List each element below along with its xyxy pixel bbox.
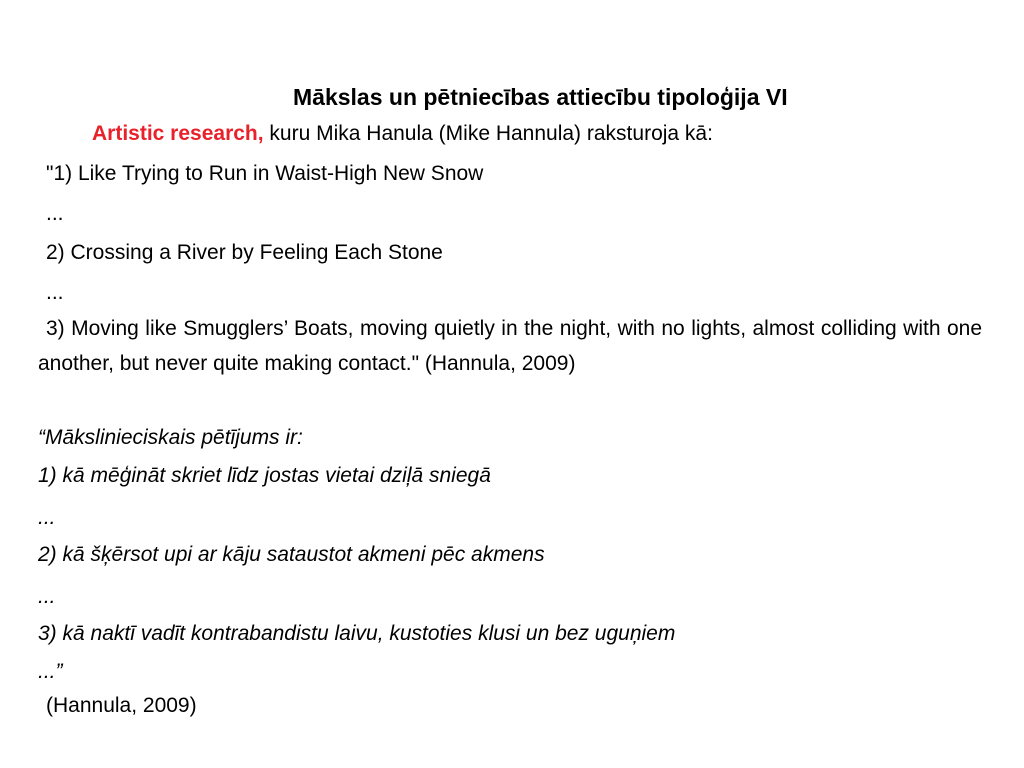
latvian-item-2: 2) kā šķērsot upi ar kāju sataustot akmeni pēc akmens: [38, 543, 545, 566]
latvian-item-3: 3) kā naktī vadīt kontrabandistu laivu, kustoties klusi un bez uguņiem: [38, 622, 676, 645]
latvian-ellipsis-end: ...”: [38, 660, 63, 683]
english-item-3: [38, 311, 982, 381]
english-item-2: 2) Crossing a River by Feeling Each Stone: [46, 241, 443, 264]
latvian-heading: “Mākslinieciskais pētījums ir:: [38, 426, 303, 449]
english-ellipsis-2: ...: [46, 281, 64, 304]
english-item-1: "1) Like Trying to Run in Waist-High New Snow: [46, 162, 484, 185]
intro-accent-text: Artistic research,: [92, 122, 264, 145]
citation: (Hannula, 2009): [46, 694, 197, 717]
english-item-3-text: 3) Moving like Smugglers’ Boats, moving quietly in the night, with no lights, almost colliding with one another, but never quite making contact." (Hannula, 2009): [38, 317, 982, 375]
latvian-item-1: 1) kā mēģināt skriet līdz jostas vietai dziļā sniegā: [38, 464, 491, 487]
english-ellipsis-1: ...: [46, 202, 64, 225]
latvian-ellipsis-2: ...: [38, 585, 56, 608]
latvian-ellipsis-1: ...: [38, 506, 56, 529]
slide-title: Mākslas un pētniecības attiecību tipoloģija VI: [293, 84, 788, 110]
intro-rest-text: kuru Mika Hanula (Mike Hannula) raksturoja kā:: [263, 122, 713, 145]
intro-line: [92, 122, 713, 146]
